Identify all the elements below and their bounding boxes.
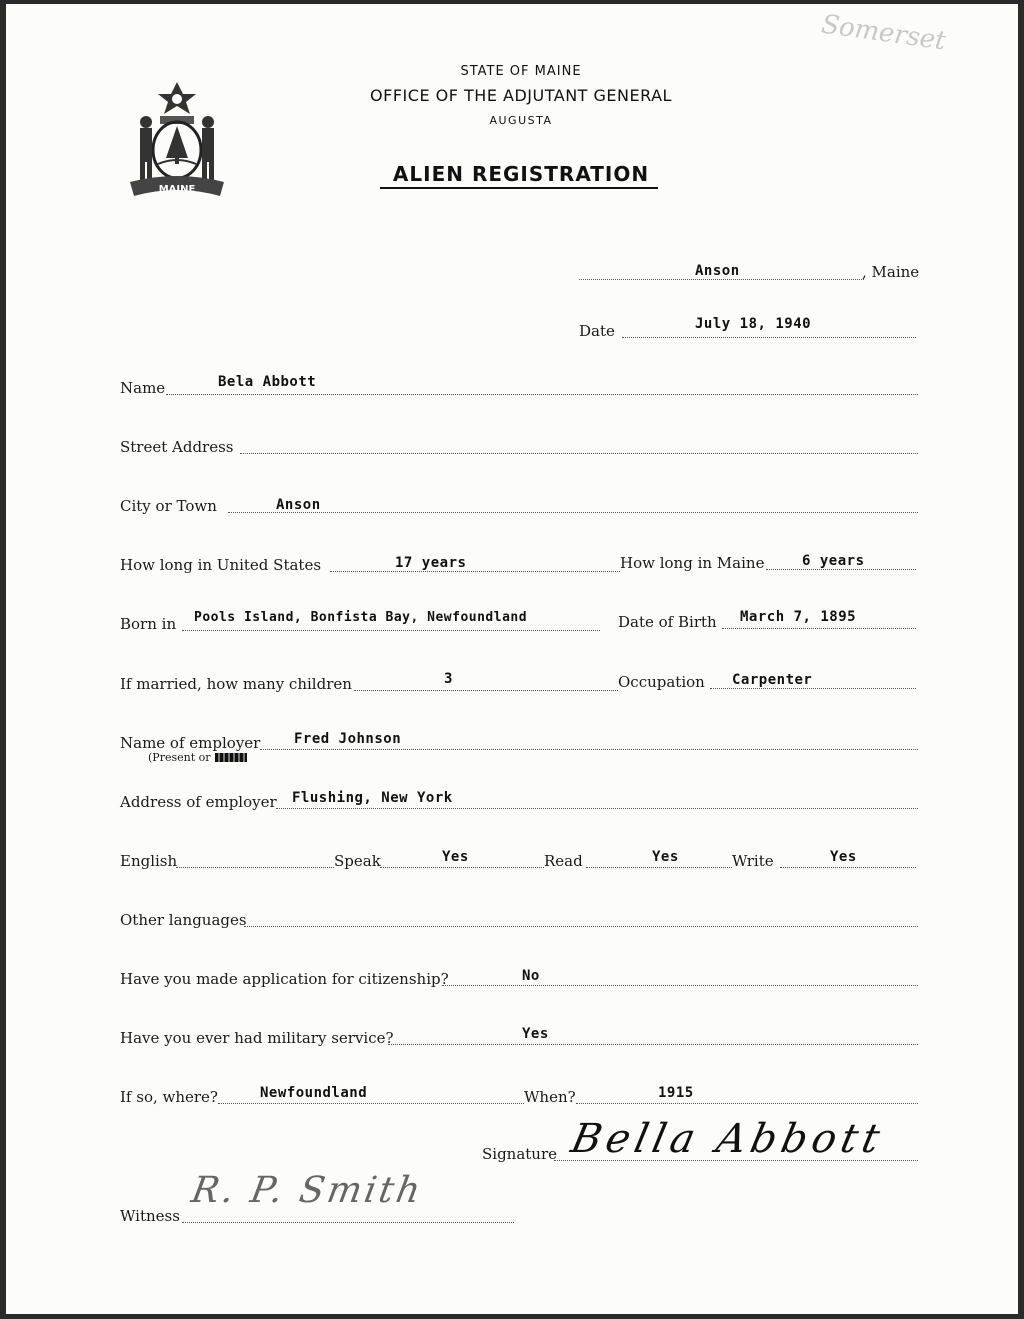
military-label: Have you ever had military service? xyxy=(120,1029,394,1047)
dob-label: Date of Birth xyxy=(618,613,717,631)
registration-form-page xyxy=(6,4,1018,1314)
military-value: Yes xyxy=(522,1026,549,1042)
occupation-label: Occupation xyxy=(618,673,705,691)
read-label: Read xyxy=(544,852,583,870)
header-office: OFFICE OF THE ADJUTANT GENERAL xyxy=(370,86,672,105)
employer-sublabel: (Present or xyxy=(148,751,211,764)
born-value: Pools Island, Bonfista Bay, Newfoundland xyxy=(194,610,528,625)
citizenship-value: No xyxy=(522,968,540,984)
us-duration-label: How long in United States xyxy=(120,556,322,574)
maine-state-seal-icon xyxy=(122,78,232,202)
corner-note: Somerset xyxy=(819,9,948,57)
maine-duration-value: 6 years xyxy=(802,553,865,569)
when-label: When? xyxy=(524,1088,576,1106)
street-address-label: Street Address xyxy=(120,438,234,456)
where-label: If so, where? xyxy=(120,1088,218,1106)
english-label: English xyxy=(120,852,178,870)
write-value: Yes xyxy=(830,849,857,865)
maine-duration-label: How long in Maine xyxy=(620,554,765,572)
signature-label: Signature xyxy=(482,1145,558,1163)
occupation-value: Carpenter xyxy=(732,672,813,688)
struck-out-text xyxy=(215,753,247,762)
employer-address-value: Flushing, New York xyxy=(292,790,453,806)
employer-address-label: Address of employer xyxy=(120,793,277,811)
title-underline xyxy=(380,187,658,189)
children-value: 3 xyxy=(444,671,453,687)
other-languages-label: Other languages xyxy=(120,911,247,929)
header-state: STATE OF MAINE xyxy=(460,64,582,79)
children-label: If married, how many children xyxy=(120,675,352,693)
when-value: 1915 xyxy=(658,1085,694,1101)
header-city: AUGUSTA xyxy=(489,114,553,127)
speak-label: Speak xyxy=(334,852,381,870)
employer-label: Name of employer xyxy=(120,734,261,752)
date-value: July 18, 1940 xyxy=(695,316,812,332)
city-value: Anson xyxy=(276,497,321,513)
place-value: Anson xyxy=(695,263,740,279)
name-value: Bela Abbott xyxy=(218,374,317,390)
us-duration-value: 17 years xyxy=(395,555,467,571)
name-label: Name xyxy=(120,379,166,397)
read-value: Yes xyxy=(652,849,679,865)
witness-value: R. P. Smith xyxy=(188,1170,427,1211)
employer-value: Fred Johnson xyxy=(294,731,402,747)
svg-text:MAINE: MAINE xyxy=(158,184,196,195)
city-label: City or Town xyxy=(120,497,217,515)
speak-value: Yes xyxy=(442,849,469,865)
place-suffix: , Maine xyxy=(862,263,920,281)
dob-value: March 7, 1895 xyxy=(740,609,857,625)
write-label: Write xyxy=(732,852,774,870)
witness-label: Witness xyxy=(120,1207,180,1225)
born-label: Born in xyxy=(120,615,177,633)
citizenship-label: Have you made application for citizenship? xyxy=(120,970,449,988)
page-title: ALIEN REGISTRATION xyxy=(392,162,650,186)
signature-value: Bella Abbott xyxy=(567,1116,889,1162)
date-label: Date xyxy=(579,322,615,340)
where-value: Newfoundland xyxy=(260,1085,368,1101)
